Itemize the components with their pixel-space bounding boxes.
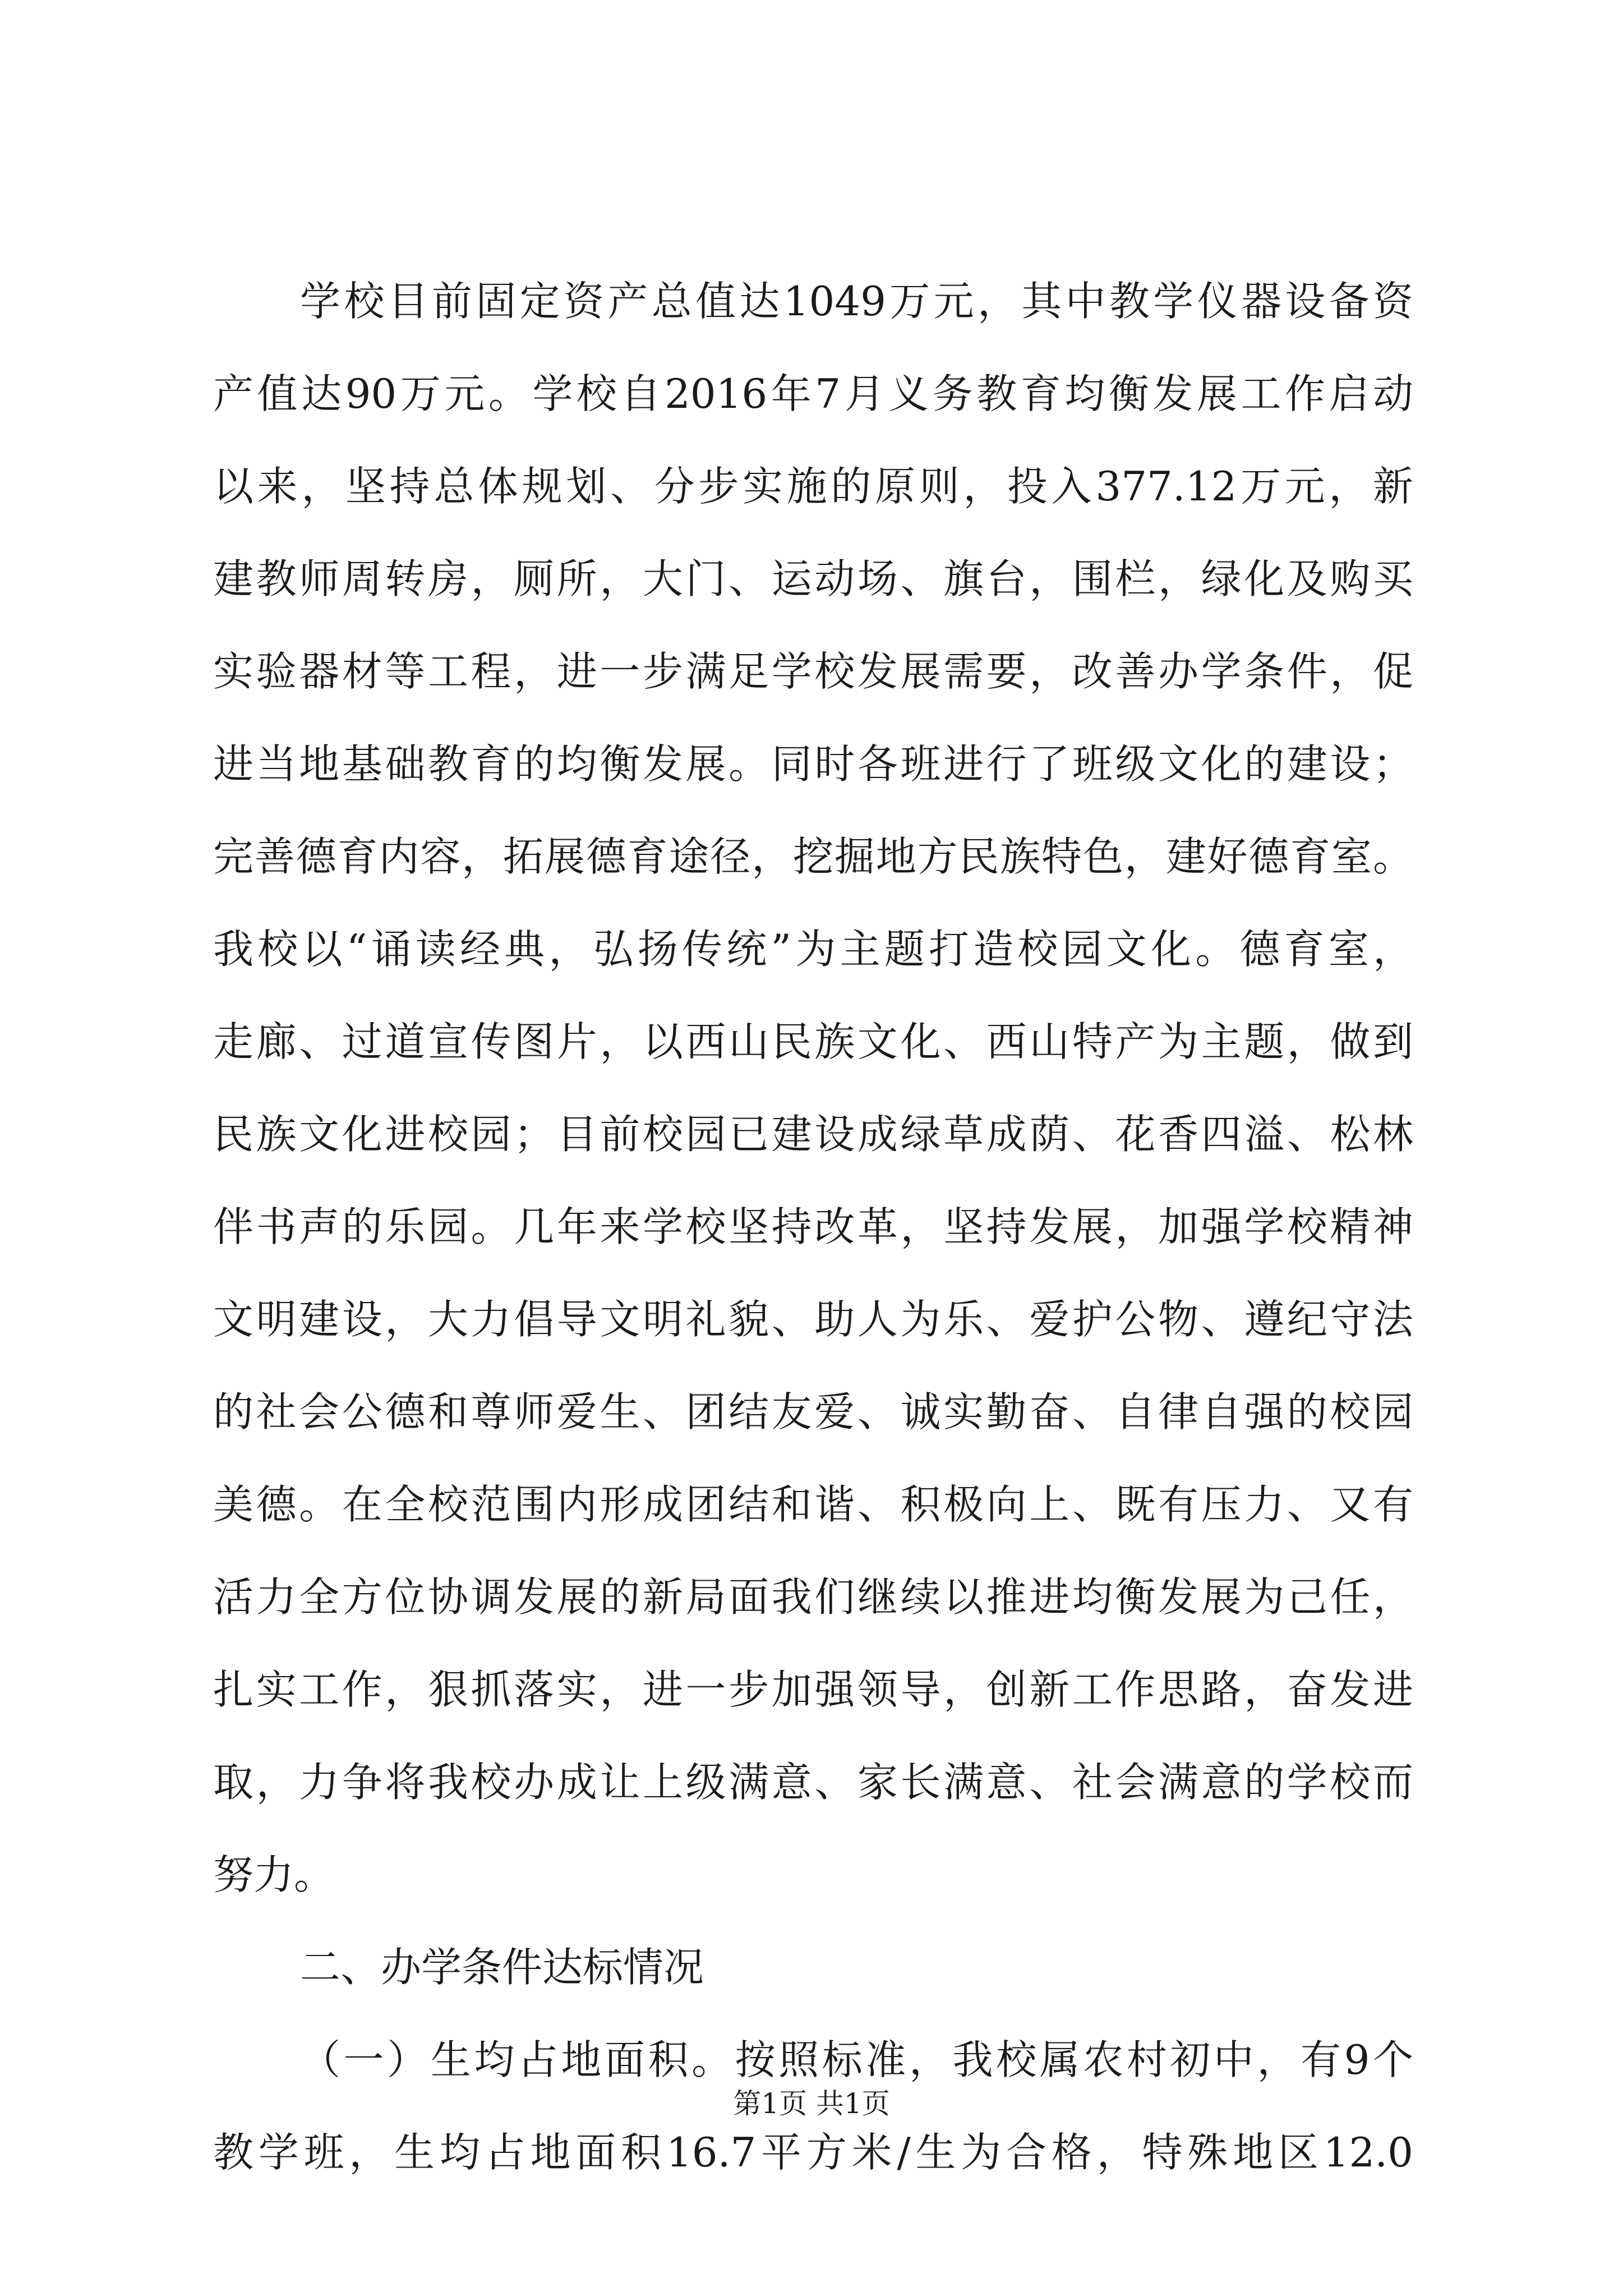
text-line: 活力全方位协调发展的新局面我们继续以推进均衡发展为己任， [213, 1573, 1413, 1621]
text-line: 我校以“诵读经典，弘扬传统”为主题打造校园文化。德育室， [213, 926, 1413, 973]
text-line: 进当地基础教育的均衡发展。同时各班进行了班级文化的建设； [213, 740, 1413, 788]
text-line: 走廊、过道宣传图片，以西山民族文化、西山特产为主题，做到 [213, 1018, 1413, 1065]
text-line: 实验器材等工程，进一步满足学校发展需要，改善办学条件，促 [213, 648, 1413, 695]
text-line: 教学班，生均占地面积16.7平方米/生为合格，特殊地区12.0 [213, 2129, 1413, 2176]
body-text [213, 255, 1413, 2199]
text-line: 扎实工作，狠抓落实，进一步加强领导，创新工作思路，奋发进 [213, 1666, 1413, 1713]
section-heading: 二、办学条件达标情况 [300, 1944, 704, 1991]
text-line: 的社会公德和尊师爱生、团结友爱、诚实勤奋、自律自强的校园 [213, 1388, 1413, 1435]
text-line: 学校目前固定资产总值达1049万元，其中教学仪器设备资 [300, 278, 1413, 325]
text-line: 努力。 [213, 1851, 335, 1898]
text-line: 美德。在全校范围内形成团结和谐、积极向上、既有压力、又有 [213, 1481, 1413, 1528]
text-line: 产值达90万元。学校自2016年7月义务教育均衡发展工作启动 [213, 370, 1413, 417]
text-line: 以来，坚持总体规划、分步实施的原则，投入377.12万元，新 [213, 463, 1413, 510]
text-line: 取，力争将我校办成让上级满意、家长满意、社会满意的学校而 [213, 1759, 1413, 1806]
text-line: 伴书声的乐园。几年来学校坚持改革，坚持发展，加强学校精神 [213, 1203, 1413, 1250]
text-line: 文明建设，大力倡导文明礼貌、助人为乐、爱护公物、遵纪守法 [213, 1296, 1413, 1343]
text-line: 民族文化进校园；目前校园已建设成绿草成荫、花香四溢、松林 [213, 1111, 1413, 1158]
page-footer: 第1页 共1页 [733, 2087, 890, 2120]
text-line: 建教师周转房，厕所，大门、运动场、旗台，围栏，绿化及购买 [213, 555, 1413, 602]
text-line: （一）生均占地面积。按照标准，我校属农村初中，有9个 [300, 2036, 1413, 2083]
text-line: 完善德育内容，拓展德育途径，挖掘地方民族特色，建好德育室。 [213, 833, 1413, 880]
